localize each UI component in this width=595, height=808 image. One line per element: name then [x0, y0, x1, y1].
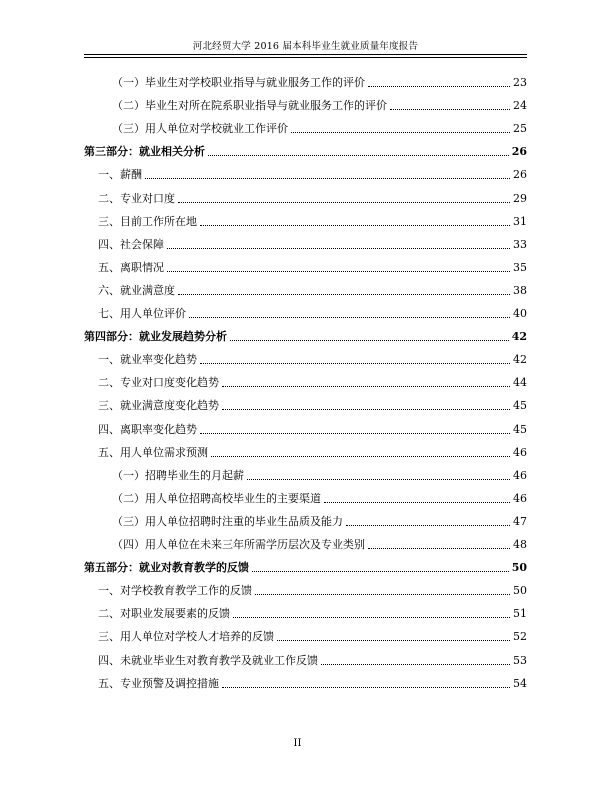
toc-section-heading[interactable] [84, 557, 527, 575]
toc-dot-leader [324, 502, 510, 503]
toc-page-number: 47 [513, 514, 527, 528]
toc-page-number: 24 [513, 99, 527, 113]
toc-entry[interactable] [84, 234, 527, 252]
toc-entry[interactable] [84, 349, 527, 367]
toc-dot-leader [390, 109, 510, 110]
toc-entry-label: 五、离职情况 [98, 260, 164, 274]
toc-entry[interactable] [84, 372, 527, 390]
toc-entry-label: （一）毕业生对学校职业指导与就业服务工作的评价 [112, 76, 365, 89]
toc-entry[interactable] [84, 419, 527, 437]
toc-dot-leader [189, 317, 510, 318]
toc-entry[interactable] [84, 650, 527, 668]
toc-dot-leader [368, 548, 510, 549]
header-rule-thin [84, 57, 527, 58]
toc-page-number: 31 [513, 214, 527, 228]
toc-section-heading[interactable] [84, 141, 527, 159]
toc-entry-label: 七、用人单位评价 [98, 307, 186, 320]
toc-page-number: 48 [513, 538, 527, 551]
toc-page-number: 23 [513, 76, 527, 89]
toc-entry-label: 一、就业率变化趋势 [98, 353, 197, 367]
toc-entry-label: （二）用人单位招聘高校毕业生的主要渠道 [112, 491, 321, 505]
toc-entry[interactable] [84, 211, 527, 229]
toc-page-number: 53 [513, 653, 527, 667]
toc-entry-label: （四）用人单位在未来三年所需学历层次及专业类别 [112, 538, 365, 551]
toc-dot-leader [145, 178, 510, 179]
toc-entry-label: 三、目前工作所在地 [98, 214, 197, 228]
toc-entry-label: 二、对职业发展要素的反馈 [98, 607, 230, 621]
header-rule [84, 54, 527, 55]
toc-entry[interactable] [84, 95, 527, 113]
toc-entry[interactable] [84, 72, 527, 90]
toc-dot-leader [167, 248, 510, 249]
toc-page-number: 45 [513, 422, 527, 436]
toc-entry[interactable] [84, 626, 527, 644]
toc-dot-leader [200, 363, 510, 364]
toc-dot-leader [291, 132, 510, 133]
toc-entry[interactable] [84, 488, 527, 506]
toc-page-number: 51 [513, 607, 527, 621]
toc-dot-leader [252, 571, 509, 572]
toc-entry[interactable] [84, 395, 527, 413]
toc-entry[interactable] [84, 280, 527, 298]
toc-entry-label: 六、就业满意度 [98, 283, 175, 297]
toc-page-number: 46 [513, 445, 527, 459]
toc-entry[interactable] [84, 118, 527, 136]
toc-page-number: 45 [513, 399, 527, 413]
toc-entry-label: 二、专业对口度 [98, 191, 175, 205]
toc-section-heading[interactable] [84, 326, 527, 344]
toc-entry-label: 二、专业对口度变化趋势 [98, 376, 219, 390]
toc-entry-label: 第三部分：就业相关分析 [84, 145, 205, 159]
toc-page-number: 44 [513, 376, 527, 390]
toc-entry[interactable] [84, 257, 527, 275]
toc-page-number: 46 [513, 468, 527, 482]
toc-dot-leader [277, 640, 510, 641]
toc-page-number: 40 [513, 307, 527, 320]
toc-page-number: 50 [511, 561, 527, 575]
toc-entry[interactable] [84, 303, 527, 321]
toc-entry-label: 五、专业预警及调控措施 [98, 676, 219, 690]
toc-dot-leader [178, 294, 510, 295]
toc-entry-label: 一、对学校教育教学工作的反馈 [98, 584, 252, 598]
toc-page-number: 38 [513, 283, 527, 297]
toc-entry[interactable] [84, 580, 527, 598]
toc-dot-leader [247, 479, 510, 480]
toc-entry[interactable] [84, 511, 527, 529]
toc-page-number: 54 [513, 676, 527, 690]
toc-page-number: 42 [511, 330, 527, 344]
toc-page-number: 29 [513, 191, 527, 205]
toc-page-number: 33 [513, 237, 527, 251]
toc-entry-label: 一、薪酬 [98, 168, 142, 182]
toc-entry-label: 四、社会保障 [98, 237, 164, 251]
toc-entry-label: （三）用人单位对学校就业工作评价 [112, 122, 288, 136]
toc-dot-leader [255, 594, 510, 595]
toc-dot-leader [346, 525, 510, 526]
toc-page-number: 50 [513, 584, 527, 598]
toc-dot-leader [368, 86, 510, 87]
toc-entry[interactable] [84, 164, 527, 182]
toc-entry-label: 第五部分：就业对教育教学的反馈 [84, 561, 249, 575]
toc-entry-label: （三）用人单位招聘时注重的毕业生品质及能力 [112, 514, 343, 528]
page-number: II [293, 738, 302, 749]
toc-entry[interactable] [84, 465, 527, 483]
toc-entry[interactable] [84, 188, 527, 206]
toc-dot-leader [233, 617, 510, 618]
toc-dot-leader [230, 340, 509, 341]
toc-entry[interactable] [84, 442, 527, 460]
toc-dot-leader [222, 687, 510, 688]
toc-entry[interactable] [84, 673, 527, 691]
toc-page-number: 42 [513, 353, 527, 367]
page-header: 河北经贸大学 2016 届本科毕业生就业质量年度报告 [192, 41, 419, 52]
toc-entry-label: 三、就业满意度变化趋势 [98, 399, 219, 413]
toc-dot-leader [200, 225, 510, 226]
toc-dot-leader [211, 456, 510, 457]
toc-entry-label: （二）毕业生对所在院系职业指导与就业服务工作的评价 [112, 99, 387, 113]
toc-page-number: 25 [513, 122, 527, 136]
toc-entry[interactable] [84, 534, 527, 552]
toc-entry-label: 四、离职率变化趋势 [98, 422, 197, 436]
toc-dot-leader [208, 155, 509, 156]
toc-page-number: 26 [513, 168, 527, 182]
toc-dot-leader [222, 386, 510, 387]
toc-dot-leader [222, 409, 510, 410]
toc-entry-label: 三、用人单位对学校人才培养的反馈 [98, 630, 274, 644]
toc-page-number: 46 [513, 491, 527, 505]
toc-page-number: 35 [513, 260, 527, 274]
toc-entry-label: （一）招聘毕业生的月起薪 [112, 468, 244, 482]
toc-dot-leader [178, 202, 510, 203]
toc-dot-leader [167, 271, 510, 272]
toc-entry-label: 第四部分：就业发展趋势分析 [84, 330, 227, 344]
toc-entry[interactable] [84, 603, 527, 621]
toc-entry-label: 五、用人单位需求预测 [98, 445, 208, 459]
toc-entry-label: 四、未就业毕业生对教育教学及就业工作反馈 [98, 653, 318, 667]
toc-dot-leader [321, 664, 510, 665]
toc-dot-leader [200, 433, 510, 434]
toc-page-number: 52 [513, 630, 527, 644]
toc-page-number: 26 [511, 145, 527, 159]
